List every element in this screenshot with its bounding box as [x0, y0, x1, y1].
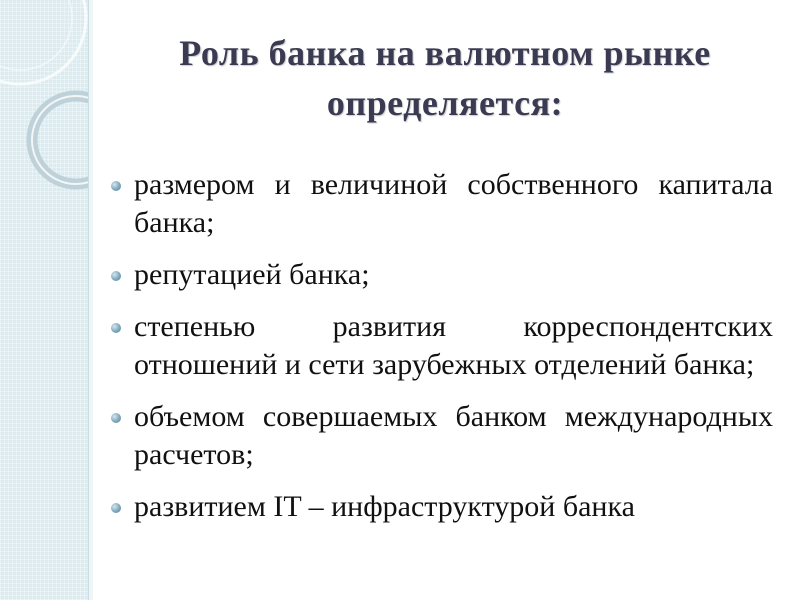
list-item [105, 488, 773, 526]
list-item [105, 256, 773, 294]
decorative-side-panel [0, 0, 88, 600]
bullet-dot-icon [111, 413, 121, 423]
list-item [105, 398, 773, 474]
bullet-dot-icon [111, 503, 121, 513]
bullet-text: размером и величиной собственного капитала банка; [134, 168, 773, 239]
list-item [105, 166, 773, 242]
bullet-dot-icon [111, 181, 121, 191]
bullet-list [105, 166, 773, 540]
bullet-text: объемом совершаемых банком международных расчетов; [134, 400, 773, 471]
bullet-dot-icon [111, 271, 121, 281]
slide-title: Роль банка на валютном рынке определяется: [179, 33, 711, 123]
decorative-ring-icon [0, 0, 88, 600]
bullet-text: развитием IT – инфраструктурой банка [134, 490, 635, 523]
list-item [105, 308, 773, 384]
bullet-text: степенью развития корреспондентских отношений и сети зарубежных отделений банка; [134, 310, 773, 381]
bullet-dot-icon [111, 323, 121, 333]
bullet-text: репутацией банка; [134, 258, 370, 291]
panel-divider [88, 0, 93, 600]
